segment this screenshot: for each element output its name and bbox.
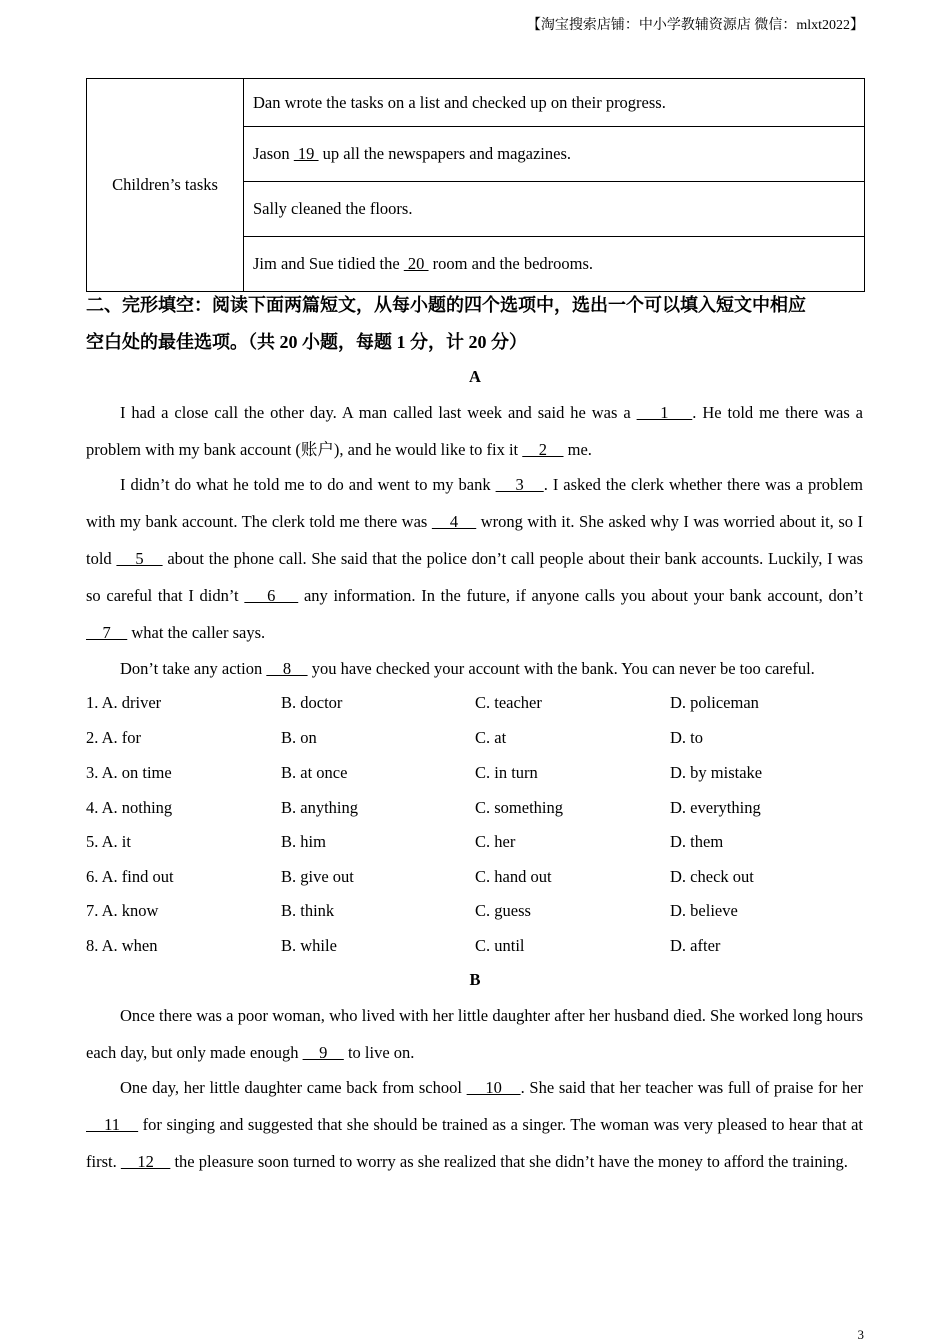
blank-8: 8	[266, 659, 308, 678]
options-row	[86, 901, 866, 923]
option: D. them	[670, 832, 724, 851]
options-row	[86, 728, 866, 750]
options-row	[86, 693, 866, 715]
option: D. policeman	[670, 693, 759, 712]
option: C. guess	[475, 901, 531, 920]
page-number: 3	[857, 1327, 864, 1342]
blank-10: 10	[466, 1078, 521, 1097]
option: D. believe	[670, 901, 738, 920]
option: D. by mistake	[670, 763, 763, 782]
options-row	[86, 867, 866, 889]
blank-19: 19	[293, 144, 319, 163]
option: B. anything	[281, 798, 358, 817]
passage-a-paragraph-3: Don’t take any action 8 you have checked your account with the bank. You can never be too careful.	[120, 659, 815, 678]
option: 1. A. driver	[86, 693, 162, 712]
option: 6. A. find out	[86, 867, 174, 886]
option: C. something	[475, 798, 564, 817]
option: B. him	[281, 832, 326, 851]
passage-a-paragraph-1: I had a close call the other day. A man called last week and said he was a 1 . He told me there was a problem with my bank account (账户), and he would like to fix it 2 me.	[86, 403, 864, 459]
option: D. after	[670, 936, 721, 955]
option: B. while	[281, 936, 337, 955]
option: D. check out	[670, 867, 754, 886]
blank-11: 11	[86, 1115, 139, 1134]
passage-b-paragraph-1: Once there was a poor woman, who lived with her little daughter after her husband died. She worked long hours each day, but only made enough 9 to live on.	[86, 1006, 863, 1062]
blank-5: 5	[116, 549, 163, 568]
table-row: Sally cleaned the floors.	[244, 182, 865, 237]
blank-20: 20	[403, 254, 429, 273]
section-title: 二、完形填空：阅读下面两篇短文，从每小题的四个选项中，选出一个可以填入短文中相应 空白处的最佳选项。（共 20 小题，每题 1 分，计 20 分）	[86, 295, 806, 352]
blank-7: 7	[86, 623, 128, 642]
blank-4: 4	[431, 512, 477, 531]
blank-12: 12	[120, 1152, 171, 1171]
option: C. in turn	[475, 763, 538, 782]
option: B. give out	[281, 867, 354, 886]
passage-b-paragraph-2: One day, her little daughter came back from school 10 . She said that her teacher was full of praise for her 11 for singing and suggested that she should be trained as a singer. The woman was very pleased to hear that at first. 12 the pleasure soon turned to worry as she realized that she didn’t have the money to afford the training.	[86, 1078, 864, 1171]
option: C. hand out	[475, 867, 552, 886]
option: 5. A. it	[86, 832, 131, 851]
passage-a-heading: A	[469, 367, 481, 386]
option: D. to	[670, 728, 703, 747]
passage-a-paragraph-2: I didn’t do what he told me to do and went to my bank 3 . I asked the clerk whether there was a problem with my bank account. The clerk told me there was 4 wrong with it. She asked why I was worried about it, so I told 5 about the phone call. She said that the police don’t call people about their bank accounts. Luckily, I was so careful that I didn’t 6 any information. In the future, if anyone calls you about your bank account, don’t 7 what the caller says.	[86, 475, 864, 642]
options-row	[86, 832, 866, 854]
option: B. think	[281, 901, 335, 920]
table-row: Jason 19 up all the newspapers and magazines.	[244, 127, 865, 182]
option: C. at	[475, 728, 507, 747]
blank-2: 2	[522, 440, 564, 459]
blank-9: 9	[302, 1043, 344, 1062]
option: B. on	[281, 728, 317, 747]
table-row: Dan wrote the tasks on a list and checked up on their progress.	[244, 79, 865, 127]
option: C. teacher	[475, 693, 542, 712]
tasks-table	[86, 78, 865, 292]
options-row	[86, 798, 866, 820]
passage-b-heading: B	[469, 970, 481, 989]
option: B. doctor	[281, 693, 343, 712]
option: B. at once	[281, 763, 348, 782]
option: 7. A. know	[86, 901, 159, 920]
blank-6: 6	[244, 586, 299, 605]
table-label: Children’s tasks	[87, 79, 244, 292]
option: 2. A. for	[86, 728, 141, 747]
blank-1: 1	[636, 403, 693, 422]
page-header: 【淘宝搜索店铺：中小学教辅资源店 微信：mlxt2022】	[526, 18, 864, 33]
option: 4. A. nothing	[86, 798, 173, 817]
options-row	[86, 763, 866, 785]
option: 8. A. when	[86, 936, 158, 955]
option: C. until	[475, 936, 525, 955]
options-row	[86, 936, 866, 958]
table-row: Jim and Sue tidied the 20 room and the bedrooms.	[244, 237, 865, 292]
option: 3. A. on time	[86, 763, 172, 782]
blank-3: 3	[495, 475, 544, 494]
option: D. everything	[670, 798, 761, 817]
option: C. her	[475, 832, 516, 851]
